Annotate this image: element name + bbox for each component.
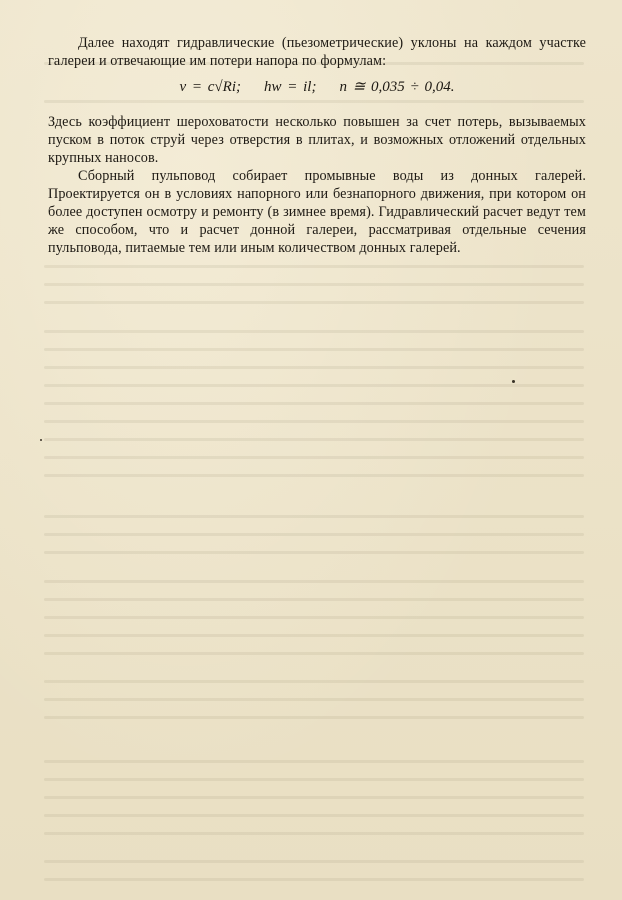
bleed-through-line xyxy=(44,580,584,583)
bleed-through-line xyxy=(44,716,584,719)
scan-speck xyxy=(40,439,42,441)
bleed-through-line xyxy=(44,348,584,351)
bleed-through-line xyxy=(44,100,584,103)
bleed-through-line xyxy=(44,598,584,601)
bleed-through-line xyxy=(44,533,584,536)
bleed-through-line xyxy=(44,616,584,619)
bleed-through-line xyxy=(44,438,584,441)
bleed-through-line xyxy=(44,515,584,518)
bleed-through-line xyxy=(44,680,584,683)
bleed-through-line xyxy=(44,698,584,701)
bleed-through-line xyxy=(44,760,584,763)
bleed-through-line xyxy=(44,796,584,799)
paragraph-collector xyxy=(48,167,586,257)
bleed-through-line xyxy=(44,420,584,423)
bleed-through-line xyxy=(44,474,584,477)
paragraph-roughness xyxy=(48,113,586,167)
bleed-through-line xyxy=(44,283,584,286)
bleed-through-line xyxy=(44,366,584,369)
bleed-through-line xyxy=(44,652,584,655)
bleed-through-line xyxy=(44,860,584,863)
bleed-through-line xyxy=(44,832,584,835)
bleed-through-line xyxy=(44,551,584,554)
formula-head-loss: hw = il; xyxy=(263,79,317,95)
scan-speck xyxy=(512,380,515,383)
bleed-through-line xyxy=(44,265,584,268)
bleed-through-line xyxy=(44,814,584,817)
bleed-through-line xyxy=(44,778,584,781)
bleed-through-line xyxy=(44,634,584,637)
bleed-through-line xyxy=(44,330,584,333)
bleed-through-line xyxy=(44,878,584,881)
bleed-through-line xyxy=(44,384,584,387)
paragraph-roughness-text: Здесь коэффициент шероховатости несколько повышен за счет потерь, вызываемых пуском в поток струй через отверстия в плитах, и возможных отложений отдельных крупных наносов. xyxy=(48,114,586,166)
formula-line xyxy=(48,77,586,96)
bleed-through-line xyxy=(44,456,584,459)
formula-roughness: n ≅ 0,035 ÷ 0,04. xyxy=(339,79,455,95)
bleed-through-line xyxy=(44,402,584,405)
paragraph-collector-text: Сборный пульповод собирает промывные воды из донных галерей. Проектируется он в условиях напорного или безнапорного движения, при котором он более доступен осмотру и ремонту (в зимнее время). Гидравлический расчет ведут тем же способом, что и расчет донной галереи, рассматривая отдельные сечения пульповода, питаемые тем или иным количеством донных галерей. xyxy=(48,168,586,256)
paragraph-intro-text: Далее находят гидравлические (пьезометрические) уклоны на каждом участке галереи и отвечающие им потери напора по формулам: xyxy=(48,35,586,69)
paragraph-intro xyxy=(48,34,586,70)
bleed-through-line xyxy=(44,301,584,304)
formula-velocity: v = c√Ri; xyxy=(179,79,241,95)
